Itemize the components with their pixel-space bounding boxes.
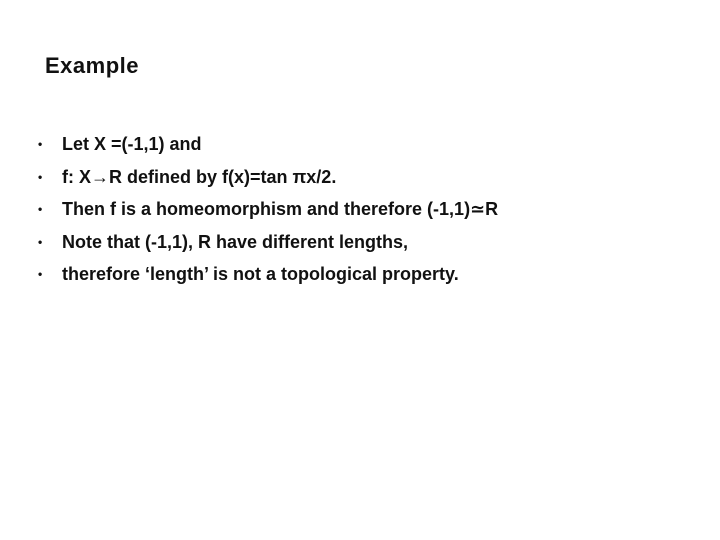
slide-title: Example (45, 53, 139, 78)
bullet-item (38, 134, 498, 167)
bullet-marker: • (38, 137, 43, 151)
bullet-item (38, 264, 498, 297)
bullet-item (38, 232, 498, 265)
bullet-text: Then f is a homeomorphism and therefore (-1,1)≃R (62, 199, 499, 219)
bullet-marker: • (38, 234, 43, 249)
bullet-list (38, 134, 498, 297)
bullet-item (38, 167, 498, 200)
bullet-text: f: X→R defined by f(x)=tan πx/2. (62, 166, 337, 187)
bullet-text: therefore ‘length’ is not a topological property. (62, 264, 459, 284)
bullet-text: Let X =(-1,1) and (62, 134, 202, 154)
bullet-item (38, 199, 498, 232)
bullet-marker: • (38, 267, 43, 281)
bullet-marker: • (38, 169, 43, 184)
bullet-text: Note that (-1,1), R have different lengths, (62, 231, 409, 252)
bullet-marker: • (38, 202, 43, 216)
